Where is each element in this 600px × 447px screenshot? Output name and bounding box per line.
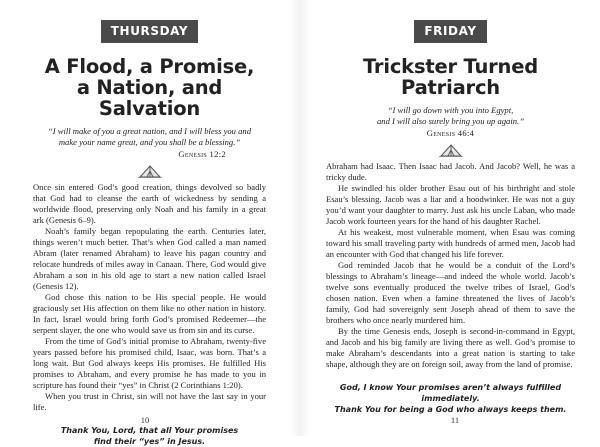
key-verse [33,126,266,148]
verse-line: “I will go down with you into Egypt, [387,105,514,115]
prayer-line: find their “yes” in Jesus. [93,437,206,446]
right-page [310,0,600,436]
closing-prayer [33,425,266,447]
tent-icon [439,143,463,157]
verse-line: make your name great, and you shall be a blessing.” [58,137,241,147]
prayer-line: God, I know Your promises aren’t always fulfilled immediately. [339,383,562,403]
closing-prayer [326,382,575,415]
page-title [33,56,266,119]
page-title: Trickster Turned Patriarch [362,55,539,99]
paragraph: At his weakest, most vulnerable moment, when Esau was coming toward his small traveling party with hundreds of armed men, Jacob had an encounter with God that changed his life forever. [326,227,575,259]
page-number: 11 [450,415,460,425]
prayer-line: Thank You for being a God who always keeps them. [334,405,567,414]
devotional-body [326,161,575,370]
day-badge: FRIDAY [414,20,486,43]
verse-line: “I will make of you a great nation, and I will bless you and [47,126,252,136]
title-line: A Flood, a Promise, [44,55,255,78]
paragraph: God reminded Jacob that he would be a conduit of the Lord’s blessings to Abraham’s lineage—and indeed the whole world. Jacob’s twelve sons eventually produced the twelve tribes of Israel, God’s chosen nation. Even when a famine threatened the lives of Jacob’s family, God had sovereignly sent Joseph ahead of them to save the brothers who once nearly murdered him. [326,260,575,325]
key-verse [326,105,575,127]
page-number: 10 [140,415,150,425]
verse-reference: Genesis 12:2 [178,149,226,159]
paragraph: By the time Genesis ends, Joseph is second-in-command in Egypt, and Jacob and his big family are living there as well. God’s promise to make Abraham’s descendants into a great nation is starting to take shape, although they are on foreign soil, away from the land of promise. [326,326,575,369]
paragraph: Once sin entered God’s good creation, things devolved so badly that God had to cleanse the earth of wickedness by sending a worldwide flood, preserving only Noah and his family in a great ark (Genesis 6–9). [33,182,266,225]
paragraph: God chose this nation to be His special people. He would graciously set His affection on them like no other nation in history. In fact, Israel would bring forth God’s promised Redeemer—the serpent slayer, the one who would save us from sin and its curse. [33,292,266,335]
book-gutter [290,0,310,436]
verse-line: and I will also surely bring you up again.” [377,116,524,126]
devotional-body [33,182,266,413]
title-line: a Nation, and Salvation [76,76,223,120]
day-badge: THURSDAY [101,20,198,43]
paragraph: Noah’s family began repopulating the earth. Centuries later, things weren’t much better. That’s when God called a man named Abram (later renamed Abraham) to leave his pagan country and relocate hundreds of miles away in Canaan. There, God would give Abraham a son in his old age to start a new nation called Israel (Genesis 12). [33,226,266,291]
tent-icon [138,164,162,178]
verse-reference: Genesis 46:4 [426,128,475,138]
paragraph: From the time of God’s initial promise to Abraham, twenty-five years passed before his promised child, Isaac, was born. That’s a long wait. But God always keeps His promises. He fulfilled His promises to Abraham, and every promise he has made to you in scripture has found their “yes” in Christ (2 Corinthians 1:20). [33,336,266,390]
paragraph: When you trust in Christ, sin will not have the last say in your life. [33,391,266,412]
paragraph: Abraham had Isaac. Then Isaac had Jacob. And Jacob? Well, he was a tricky dude. [326,161,575,182]
paragraph: He swindled his older brother Esau out of his birthright and stole Esau’s blessing. Jacob was a liar and a hoodwinker. He was not a guy you’d want your daughter to marry. Just ask his uncle Laban, who made Jacob work fourteen years for the hand of his daughter Rachel. [326,183,575,226]
left-page [0,0,290,446]
prayer-line: Thank You, Lord, that all Your promises [60,426,239,435]
